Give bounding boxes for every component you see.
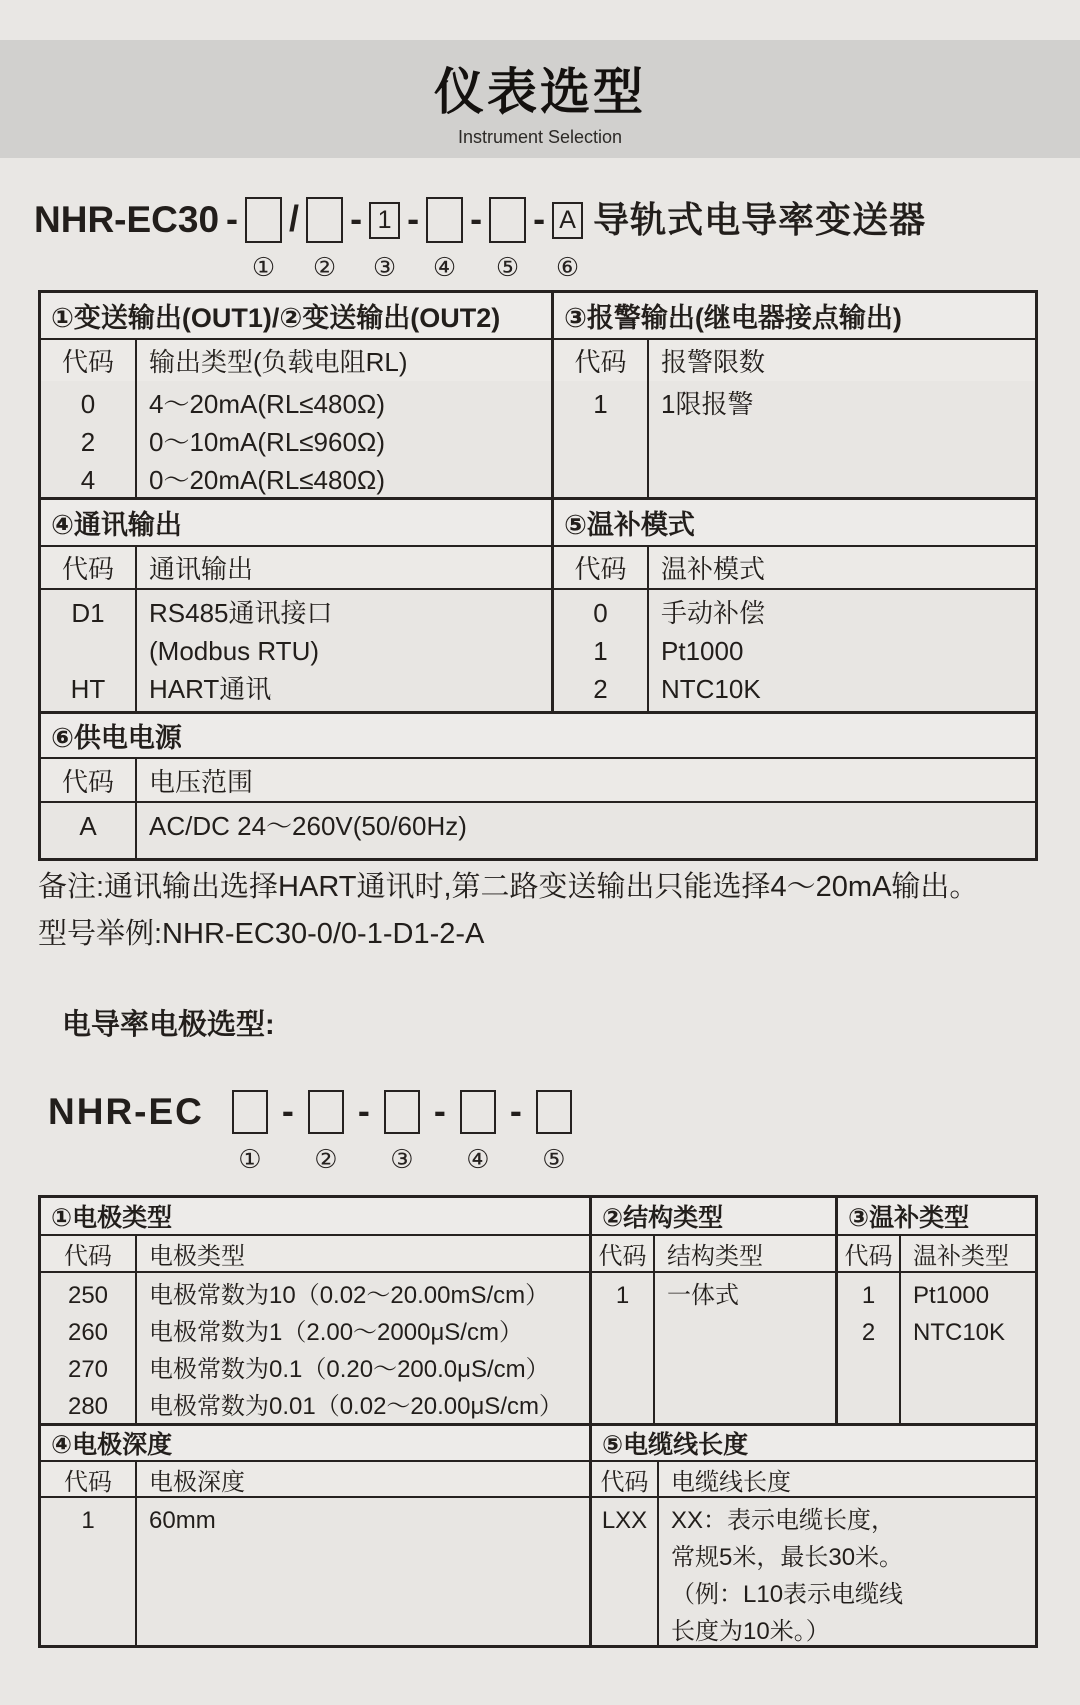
type-value: Pt1000 xyxy=(913,1282,990,1309)
option-box-2 xyxy=(306,197,343,243)
code-cell xyxy=(551,381,647,497)
column-header-row xyxy=(41,757,1035,801)
code-column-header: 代码 xyxy=(589,1236,653,1271)
model-prefix: NHR-EC30 xyxy=(34,199,220,240)
slot-box-area xyxy=(384,1086,420,1138)
slot-box-column xyxy=(489,194,526,283)
type-list xyxy=(913,1277,1035,1351)
slot-box-column xyxy=(536,1086,572,1175)
type-value: 手动补偿 xyxy=(661,598,766,628)
type-value: 电极常数为0.1（0.20～200.0μS/cm） xyxy=(149,1356,550,1383)
table-body-row xyxy=(41,801,1035,858)
type-column-header: 温补模式 xyxy=(647,547,1035,588)
type-cell xyxy=(657,1498,1035,1645)
slot-separator: - xyxy=(509,1090,522,1131)
column-header-row xyxy=(41,1460,1035,1496)
option-box-5 xyxy=(489,197,526,243)
code-value: 0 xyxy=(593,598,608,628)
type-column-header: 电极类型 xyxy=(135,1236,589,1271)
slot-separator: - xyxy=(281,1090,294,1131)
type-value: Pt1000 xyxy=(661,636,744,666)
slot-number-3: ③ xyxy=(372,252,397,282)
column-header-row xyxy=(41,545,1035,588)
slot-box-column xyxy=(384,1086,420,1175)
section-title-temp-comp-type: ③温补类型 xyxy=(835,1198,1035,1234)
slot-box-column xyxy=(306,194,343,283)
section-title-communication: ④通讯输出 xyxy=(51,510,182,540)
model-prefix: NHR-EC xyxy=(48,1091,204,1132)
type-list xyxy=(149,1502,589,1539)
type-list xyxy=(661,594,1035,708)
type-value: 一体式 xyxy=(667,1282,739,1309)
code-cell xyxy=(41,590,135,711)
type-value: RS485通讯接口 xyxy=(149,598,333,628)
section-header-row xyxy=(41,711,1035,757)
type-value: NTC10K xyxy=(913,1319,1006,1346)
transmitter-selection-table xyxy=(38,290,1038,861)
slot-box-area xyxy=(552,194,583,246)
slot-box-column xyxy=(460,1086,496,1175)
code-value: A xyxy=(79,811,97,841)
slot-box-column xyxy=(245,194,282,283)
model-code-line-transmitter xyxy=(34,194,926,283)
code-value: 1 xyxy=(615,1282,630,1309)
type-column-header: 电缆线长度 xyxy=(657,1462,1035,1496)
slot-separator: - xyxy=(226,198,239,239)
slot-box-area xyxy=(460,1086,496,1138)
model-slot-1 xyxy=(204,1086,268,1175)
code-value: 280 xyxy=(67,1393,109,1420)
code-value: 270 xyxy=(67,1356,109,1383)
column-header-row xyxy=(41,1234,1035,1271)
type-column-header: 电极深度 xyxy=(135,1462,589,1496)
code-cell xyxy=(551,590,647,711)
option-box-3: 1 xyxy=(369,202,400,239)
code-list xyxy=(41,807,135,845)
type-column-header: 电压范围 xyxy=(135,759,1035,801)
type-column-header: 通讯输出 xyxy=(135,547,551,588)
slot-box-column xyxy=(308,1086,344,1175)
code-value: 260 xyxy=(67,1319,109,1346)
code-list xyxy=(838,1277,899,1351)
model-slot-3 xyxy=(343,194,400,283)
description-line: （例：L10表示电缆线 xyxy=(671,1581,904,1608)
section-header-row xyxy=(41,1423,1035,1460)
code-list xyxy=(592,1502,657,1539)
code-cell xyxy=(41,381,135,497)
code-list xyxy=(41,1277,135,1423)
table-body-row xyxy=(41,1271,1035,1423)
model-slot-4 xyxy=(400,194,463,283)
slot-number-2: ② xyxy=(314,1144,338,1174)
code-value: 1 xyxy=(593,389,608,419)
model-slot-5 xyxy=(463,194,526,283)
type-value: AC/DC 24～260V(50/60Hz) xyxy=(149,811,467,841)
code-column-header: 代码 xyxy=(61,766,114,797)
code-value: 1 xyxy=(593,636,608,666)
slot-box-area xyxy=(369,194,400,246)
code-column-header: 代码 xyxy=(551,547,647,588)
electrode-selection-table xyxy=(38,1195,1038,1648)
type-value: 0～10mA(RL≤960Ω) xyxy=(149,427,386,457)
type-cell xyxy=(899,1273,1035,1423)
option-box-6: A xyxy=(552,202,583,239)
code-value: 4 xyxy=(80,465,96,495)
code-value: 1 xyxy=(861,1282,876,1309)
section-title-temp-compensation: ⑤温补模式 xyxy=(551,500,1035,545)
code-value: 1 xyxy=(81,1507,95,1534)
code-value: 2 xyxy=(80,427,96,457)
code-column-header: 代码 xyxy=(835,1236,899,1271)
code-value: LXX xyxy=(601,1507,648,1534)
code-cell xyxy=(41,1498,135,1645)
code-column-header: 代码 xyxy=(64,1468,112,1496)
model-slot-4 xyxy=(420,1086,496,1175)
type-value: HART通讯 xyxy=(149,674,272,704)
note-remark: 备注:通讯输出选择HART通讯时,第二路变送输出只能选择4～20mA输出。 xyxy=(38,871,979,903)
section-title-electrode-depth: ④电极深度 xyxy=(51,1431,173,1459)
option-box-4 xyxy=(426,197,463,243)
slot-number-5: ⑤ xyxy=(542,1144,566,1174)
option-box-5 xyxy=(536,1090,572,1134)
section-header-row xyxy=(41,293,1035,338)
model-slot-2 xyxy=(268,1086,344,1175)
type-value: 电极常数为0.01（0.02～20.00μS/cm） xyxy=(149,1393,563,1420)
section-title-structure-type: ②结构类型 xyxy=(589,1198,835,1234)
model-code-line-electrode xyxy=(48,1086,572,1175)
option-box-1 xyxy=(232,1090,268,1134)
code-cell xyxy=(589,1498,657,1645)
model-slot-5 xyxy=(496,1086,572,1175)
type-value: 电极常数为10（0.02～20.00mS/cm） xyxy=(149,1282,550,1309)
type-cell xyxy=(135,803,1035,858)
code-list xyxy=(554,385,647,423)
code-value: D1 xyxy=(71,598,105,628)
option-box-3 xyxy=(384,1090,420,1134)
slot-number-1: ① xyxy=(251,252,276,282)
option-box-4 xyxy=(460,1090,496,1134)
code-list xyxy=(41,385,135,497)
code-list xyxy=(41,1502,135,1539)
section-header-row xyxy=(41,497,1035,545)
type-column-header: 输出类型(负载电阻RL) xyxy=(135,340,551,381)
code-column-header: 代码 xyxy=(61,347,114,377)
type-value: 0～20mA(RL≤480Ω) xyxy=(149,465,386,495)
slot-box-column xyxy=(232,1086,268,1175)
slot-separator: - xyxy=(533,198,546,239)
column-header-row xyxy=(41,338,1035,381)
type-cell xyxy=(135,1498,589,1645)
code-value: 2 xyxy=(593,674,608,704)
type-list xyxy=(149,385,551,497)
section-header-row xyxy=(41,1198,1035,1234)
model-description: 导轨式电导率变送器 xyxy=(593,199,927,240)
type-list xyxy=(661,385,1035,423)
cable-length-description xyxy=(671,1502,1035,1645)
slot-number-1: ① xyxy=(238,1144,262,1174)
electrode-selection-heading: 电导率电极选型: xyxy=(62,1009,275,1041)
slot-number-4: ④ xyxy=(466,1144,490,1174)
description-line: 常规5米，最长30米。 xyxy=(671,1544,904,1571)
code-cell xyxy=(589,1273,653,1423)
description-line: XX：表示电缆长度， xyxy=(671,1507,896,1534)
header-band xyxy=(0,40,1080,158)
slot-box-area xyxy=(489,194,526,246)
type-cell xyxy=(653,1273,835,1423)
code-value: 250 xyxy=(67,1282,109,1309)
table-body-row xyxy=(41,381,1035,497)
slot-separator: - xyxy=(470,198,483,239)
code-list xyxy=(592,1277,653,1314)
type-value: 电极常数为1（2.00～2000μS/cm） xyxy=(149,1319,523,1346)
option-box-1 xyxy=(245,197,282,243)
section-title-cable-length: ⑤电缆线长度 xyxy=(589,1426,1035,1460)
note-model-example: 型号举例:NHR-EC30-0/0-1-D1-2-A xyxy=(38,918,485,950)
slot-separator: - xyxy=(407,198,420,239)
type-cell xyxy=(135,590,551,711)
type-cell xyxy=(647,381,1035,497)
type-value: NTC10K xyxy=(661,674,761,704)
table-body-row xyxy=(41,1496,1035,1645)
page-title: 仪表选型 xyxy=(434,64,646,120)
slot-box-column xyxy=(426,194,463,283)
slot-separator: - xyxy=(357,1090,370,1131)
section-title-alarm: ③报警输出(继电器接点输出) xyxy=(551,293,1035,338)
slot-box-area xyxy=(308,1086,344,1138)
code-value: HT xyxy=(70,674,106,704)
code-list xyxy=(41,594,135,708)
code-cell xyxy=(835,1273,899,1423)
model-slot-6 xyxy=(526,194,583,283)
type-list xyxy=(149,1277,589,1423)
model-slot-3 xyxy=(344,1086,420,1175)
section-title-electrode-type: ①电极类型 xyxy=(51,1204,173,1232)
code-column-header: 代码 xyxy=(61,554,114,584)
slot-number-5: ⑤ xyxy=(495,252,520,282)
type-column-header: 结构类型 xyxy=(653,1236,835,1271)
slot-box-column xyxy=(369,194,400,283)
section-title-output: ①变送输出(OUT1)/②变送输出(OUT2) xyxy=(51,303,501,333)
slot-number-4: ④ xyxy=(432,252,457,282)
model-slot-2 xyxy=(282,194,343,283)
description-line: 长度为10米。） xyxy=(671,1618,830,1645)
code-value: 0 xyxy=(80,389,96,419)
slot-number-3: ③ xyxy=(390,1144,414,1174)
notes-block xyxy=(38,864,978,958)
code-value xyxy=(41,632,135,670)
slot-separator: - xyxy=(433,1090,446,1131)
code-cell xyxy=(41,803,135,858)
type-list xyxy=(667,1277,835,1314)
model-slot-1 xyxy=(219,194,282,283)
type-column-header: 温补类型 xyxy=(899,1236,1035,1271)
table-body-row xyxy=(41,588,1035,711)
slot-box-column xyxy=(552,194,583,283)
type-value: (Modbus RTU) xyxy=(149,636,320,666)
type-cell xyxy=(135,1273,589,1423)
slot-box-area xyxy=(306,194,343,246)
type-list xyxy=(149,807,1035,845)
section-title-power-supply: ⑥供电电源 xyxy=(51,723,182,753)
page-subtitle: Instrument Selection xyxy=(457,127,623,147)
slot-box-area xyxy=(536,1086,572,1138)
slot-box-area xyxy=(426,194,463,246)
type-cell xyxy=(135,381,551,497)
slot-separator: - xyxy=(350,198,363,239)
code-value: 2 xyxy=(861,1319,876,1346)
code-column-header: 代码 xyxy=(64,1243,112,1270)
slot-number-2: ② xyxy=(312,252,337,282)
code-column-header: 代码 xyxy=(551,340,647,381)
code-list xyxy=(554,594,647,708)
type-list xyxy=(149,594,551,708)
code-column-header: 代码 xyxy=(589,1462,657,1496)
type-value: 1限报警 xyxy=(661,389,754,419)
type-value: 4～20mA(RL≤480Ω) xyxy=(149,389,386,419)
type-cell xyxy=(647,590,1035,711)
slot-number-6: ⑥ xyxy=(555,252,580,282)
slot-box-area xyxy=(245,194,282,246)
slot-box-area xyxy=(232,1086,268,1138)
type-value: 60mm xyxy=(149,1507,216,1534)
type-column-header: 报警限数 xyxy=(647,340,1035,381)
code-cell xyxy=(41,1273,135,1423)
slot-separator: / xyxy=(289,198,300,239)
option-box-2 xyxy=(308,1090,344,1134)
